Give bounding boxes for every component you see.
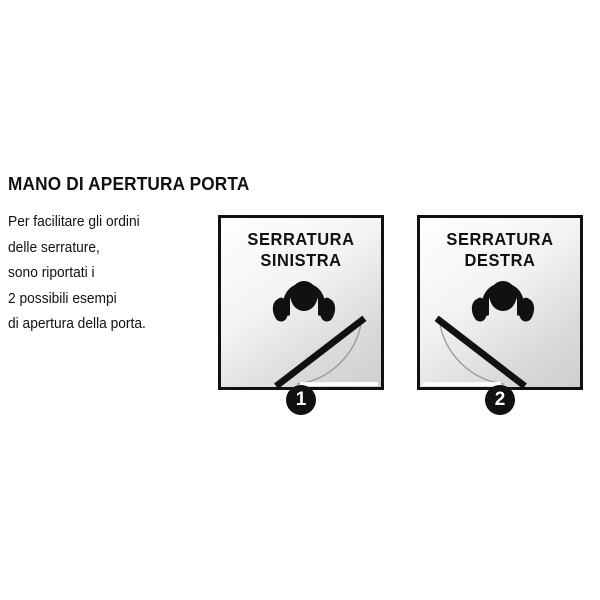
intro-line-2: delle serrature, bbox=[8, 239, 100, 256]
panel-left-title-line1: SERRATURA bbox=[247, 229, 355, 249]
intro-line-5: di apertura della porta. bbox=[8, 316, 146, 332]
page-title: MANO DI APERTURA PORTA bbox=[8, 173, 250, 194]
badge-number-1: 1 bbox=[286, 385, 316, 415]
door-swing-left-diagram bbox=[221, 218, 381, 387]
door-swing-right-diagram bbox=[420, 218, 580, 387]
badge-number-2: 2 bbox=[485, 385, 515, 415]
panel-right-title-line2: DESTRA bbox=[464, 250, 536, 270]
intro-line-4: 2 possibili esempi bbox=[8, 290, 117, 307]
panel-serratura-sinistra bbox=[218, 215, 384, 390]
intro-line-3: sono riportati i bbox=[8, 265, 95, 281]
panel-left-title-line2: SINISTRA bbox=[260, 250, 342, 270]
panel-right-title-line1: SERRATURA bbox=[446, 229, 554, 249]
intro-line-1: Per facilitare gli ordini bbox=[8, 214, 140, 230]
intro-paragraph bbox=[8, 210, 189, 338]
panel-serratura-destra bbox=[417, 215, 583, 390]
